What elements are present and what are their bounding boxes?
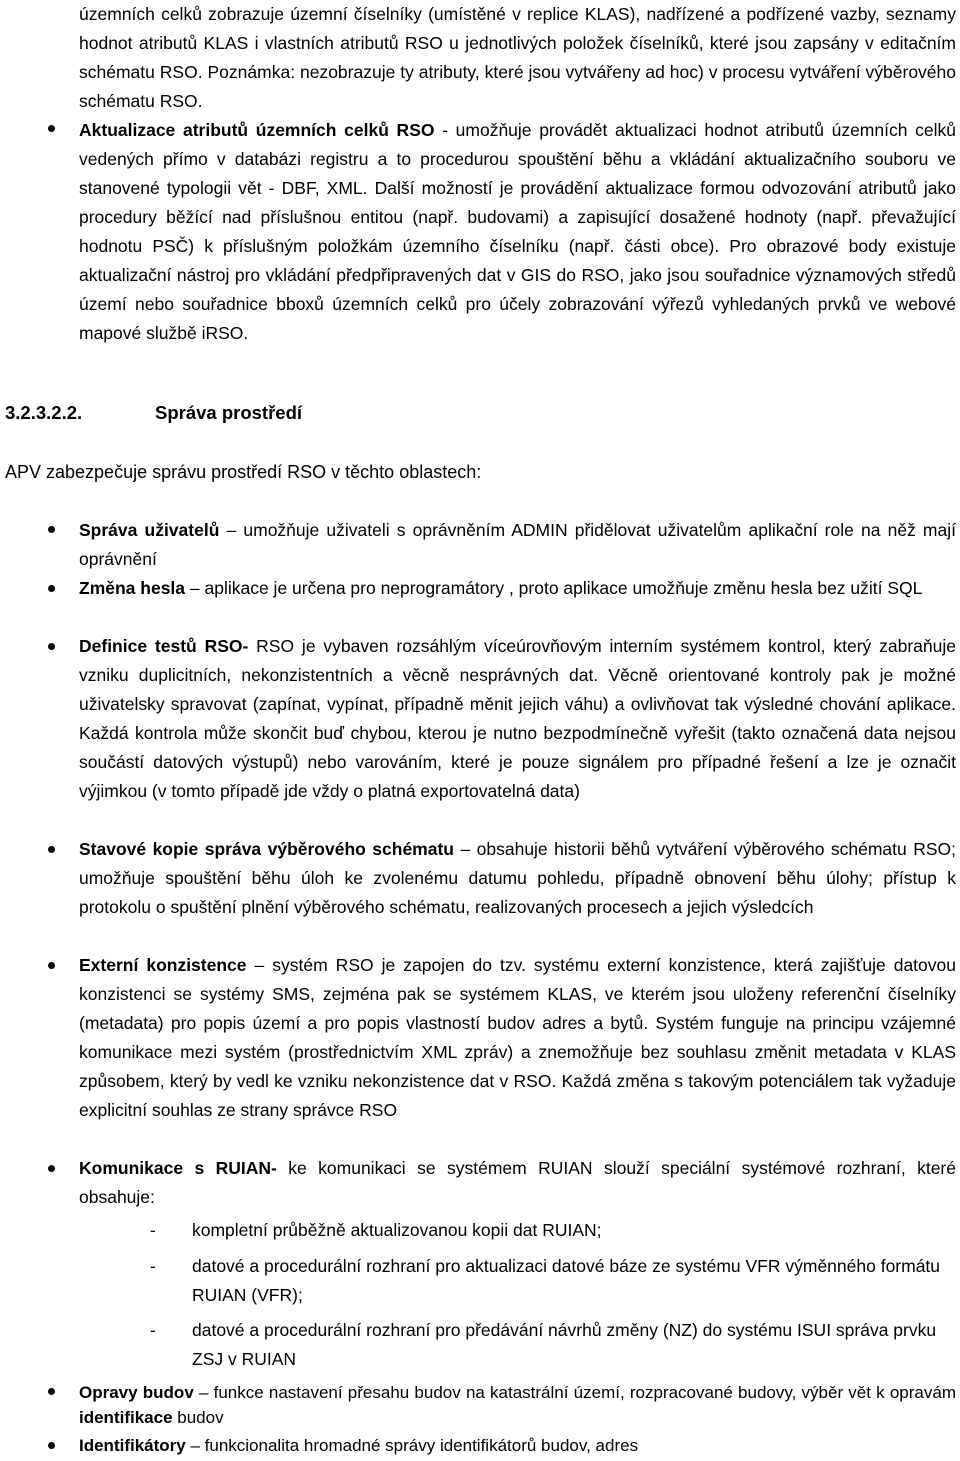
bullet-dot	[48, 526, 55, 533]
bullet-dot	[48, 962, 55, 969]
intro-paragraph: APV zabezpečuje správu prostředí RSO v těchto oblastech:	[5, 462, 482, 482]
heading-title: Správa prostředí	[155, 402, 303, 423]
bullet-dot	[48, 643, 55, 650]
bullet-dot	[48, 1165, 55, 1172]
bullet-dot	[48, 125, 55, 132]
bullet-zmena-hesla: Změna hesla – aplikace je určena pro neprogramátory , proto aplikace umožňuje změnu hesla bez užití SQL	[79, 578, 923, 598]
bullet-sprava-uzivatelu: Správa uživatelů – umožňuje uživateli s oprávněním ADMIN přidělovat uživatelům aplikační role na něž mají oprávnění	[79, 520, 956, 569]
bullet-dot	[48, 1388, 55, 1395]
bullet-identifikatory: Identifikátory – funkcionalita hromadné správy identifikátorů budov, adres	[79, 1436, 639, 1455]
heading-number: 3.2.3.2.2.	[5, 402, 83, 423]
bullet-komunikace-ruian: Komunikace s RUIAN- ke komunikaci se systémem RUIAN slouží speciální systémové rozhraní, které obsahuje:	[79, 1158, 956, 1207]
bullet-dot	[48, 1442, 55, 1449]
section-heading	[5, 398, 302, 428]
bullet-aktualizace: Aktualizace atributů územních celků RSO - umožňuje provádět aktualizaci hodnot atributů územních celků vedených přímo v databázi registru a to procedurou spouštění běhu a vkládání aktualizačního souboru ve stanovené typologii vět - DBF, XML. Další možností je provádění aktualizace formou odvozování atributů jako procedury běžící nad příslušnou entitou (např. budovami) a zapisující dosažené hodnoty (např. převažující hodnotu PSČ) k příslušným položkám územního číselníku (např. části obce). Pro obrazové body existuje aktualizační nástroj pro vkládání předpřipravených dat v GIS do RSO, jako jsou souřadnice významových středů území nebo souřadnice bboxů územních celků pro účely zobrazování výřezů vyhledaných prvků ve webové mapové službě iRSO.	[79, 120, 956, 343]
bullet-dot	[48, 846, 55, 853]
bullet-stavove-kopie: Stavové kopie správa výběrového schématu – obsahuje historii běhů vytváření výběrového schématu RSO; umožňuje spouštění běhu úloh ke zvolenému datumu pohledu, případně obnovení běhu úlohy; přístup k protokolu o spuštění plnění výběrového schématu, realizovaných procesech a jejich výsledcích	[79, 839, 956, 917]
bullet-externi-konzistence: Externí konzistence – systém RSO je zapojen do tzv. systému externí konzistence, která zajišťuje datovou konzistenci se systémy SMS, zejména pak se systémem KLAS, ve kterém jsou uloženy referenční číselníky (metadata) pro popis území a pro popis vlastností budov adres a bytů. Systém funguje na principu vzájemné komunikace mezi systém (prostřednictvím XML zpráv) a znemožňuje bez souhlasu změnit metadata v KLAS způsobem, který by vedl ke vzniku nekonzistence dat v RSO. Každá změna s takovým potenciálem tak vyžaduje explicitní souhlas ze strany správce RSO	[79, 955, 956, 1120]
bullet-definice-testu: Definice testů RSO- RSO je vybaven rozsáhlým víceúrovňovým interním systémem kontrol, který zabraňuje vzniku duplicitních, nekonzistentních a věcně nesprávných dat. Věcně orientované kontroly pak je možné uživatelsky spravovat (zapínat, vypínat, případně měnit jejich váhu) a ovlivňovat tak výsledné chování aplikace. Každá kontrola může skončit buď chybou, kterou je nutno bezpodmínečně vyřešit (takto označená data nejsou součástí datových výstupů) nebo varováním, které je pouze signálem pro případné řešení a lze je označit výjimkou (v tomto případě jde vždy o platná exportovatelná data)	[79, 636, 956, 801]
bullet-opravy-budov: Opravy budov – funkce nastavení přesahu budov na katastrální území, rozpracované budovy, výběr vět k opravám identifikace budov	[79, 1383, 956, 1427]
document-page: územních celků zobrazuje územní číselníky (umístěné v replice KLAS), nadřízené a podřízené vazby, seznamy hodnot atributů KLAS i vlastních atributů RSO u jednotlivých položek číselníků, které jsou zapsány v editačním schématu RSO. Poznámka: nezobrazuje ty atributy, které jsou vytvářeny ad hoc) v procesu vytváření výběrového schématu RSO. Aktualizace atributů územních celků RSO - umožňuje provádět aktualizaci hodnot atributů územních celků vedených přímo v databázi registru a to procedurou spouštění běhu a vkládání aktualizačního souboru ve stanovené typologii vět - DBF, XML. Další možností je provádění aktualizace formou odvozování atributů jako procedury běžící nad příslušnou entitou (např. budovami) a zapisující dosažené hodnoty (např. převažující hodnotu PSČ) k příslušným položkám územního číselníku (např. části obce). Pro obrazové body existuje aktualizační nástroj pro vkládání předpřipravených dat v GIS do RSO, jako jsou souřadnice významových středů území nebo souřadnice bboxů územních celků pro účely zobrazování výřezů vyhledaných prvků ve webové mapové službě iRSO. 3.2.3.2.2. Správa prostředí APV zabezpečuje správu prostředí RSO v těchto oblastech: Správa uživatelů – umožňuje uživateli s oprávněním ADMIN přidělovat uživatelům aplikační role na něž mají oprávnění Změna hesla – aplikace je určena pro neprogramátory , proto aplikace umožňuje změnu hesla bez užití SQL Definice testů RSO- RSO je vybaven rozsáhlým víceúrovňovým interním systémem kontrol, který zabraňuje vzniku duplicitních, nekonzistentních a věcně nesprávných dat. Věcně orientované kontroly pak je možné uživatelsky spravovat (zapínat, vypínat, případně měnit jejich váhu) a ovlivňovat tak výsledné chování aplikace. Každá kontrola může skončit buď chybou, kterou je nutno bezpodmínečně vyřešit (takto označená data nejsou součástí datových výstupů) nebo varováním, které je pouze signálem pro případné řešení a lze je označit výjimkou (v tomto případě jde vždy o platná exportovatelná data) Stavové kopie správa výběrového schématu – obsahuje historii běhů vytváření výběrového schématu RSO; umožňuje spouštění běhu úloh ke zvolenému datumu pohledu, případně obnovení běhu úlohy; přístup k protokolu o spuštění plnění výběrového schématu, realizovaných procesech a jejich výsledcích Externí konzistence – systém RSO je zapojen do tzv. systému externí konzistence, která zajišťuje datovou konzistenci se systémy SMS, zejména pak se systémem KLAS, ve kterém jsou uloženy referenční číselníky (metadata) pro popis území a pro popis vlastností budov adres a bytů. Systém funguje na principu vzájemné komunikace mezi systém (prostřednictvím XML zpráv) a znemožňuje bez souhlasu změnit metadata v KLAS způsobem, který by vedl ke vzniku nekonzistence dat v RSO. Každá změna s takovým potenciálem tak vyžaduje explicitní souhlas ze strany správce RSO Komunikace s RUIAN- ke komunikaci se systémem RUIAN slouží speciální systémové rozhraní, které obsahuje: - kompletní průběžně aktualizovanou kopii dat RUIAN; - datové a procedurální rozhraní pro aktualizaci datové báze ze systému VFR výměnného formátu RUIAN (VFR); - datové a procedurální rozhraní pro předávání návrhů změny (NZ) do systému ISUI správa prvku ZSJ v RUIAN Opravy budov – funkce nastavení přesahu budov na katastrální území, rozpracované budovy, výběr vět k opravám identifikace budov Identifikátory – funkcionalita hromadné správy identifikátorů budov, adres	[0, 0, 960, 1461]
term: Aktualizace atributů územních celků RSO	[79, 120, 435, 140]
paragraph-continuation: územních celků zobrazuje územní číselníky (umístěné v replice KLAS), nadřízené a podřízené vazby, seznamy hodnot atributů KLAS i vlastních atributů RSO u jednotlivých položek číselníků, které jsou zapsány v editačním schématu RSO. Poznámka: nezobrazuje ty atributy, které jsou vytvářeny ad hoc) v procesu vytváření výběrového schématu RSO.	[79, 4, 956, 111]
bullet-dot	[48, 585, 55, 592]
